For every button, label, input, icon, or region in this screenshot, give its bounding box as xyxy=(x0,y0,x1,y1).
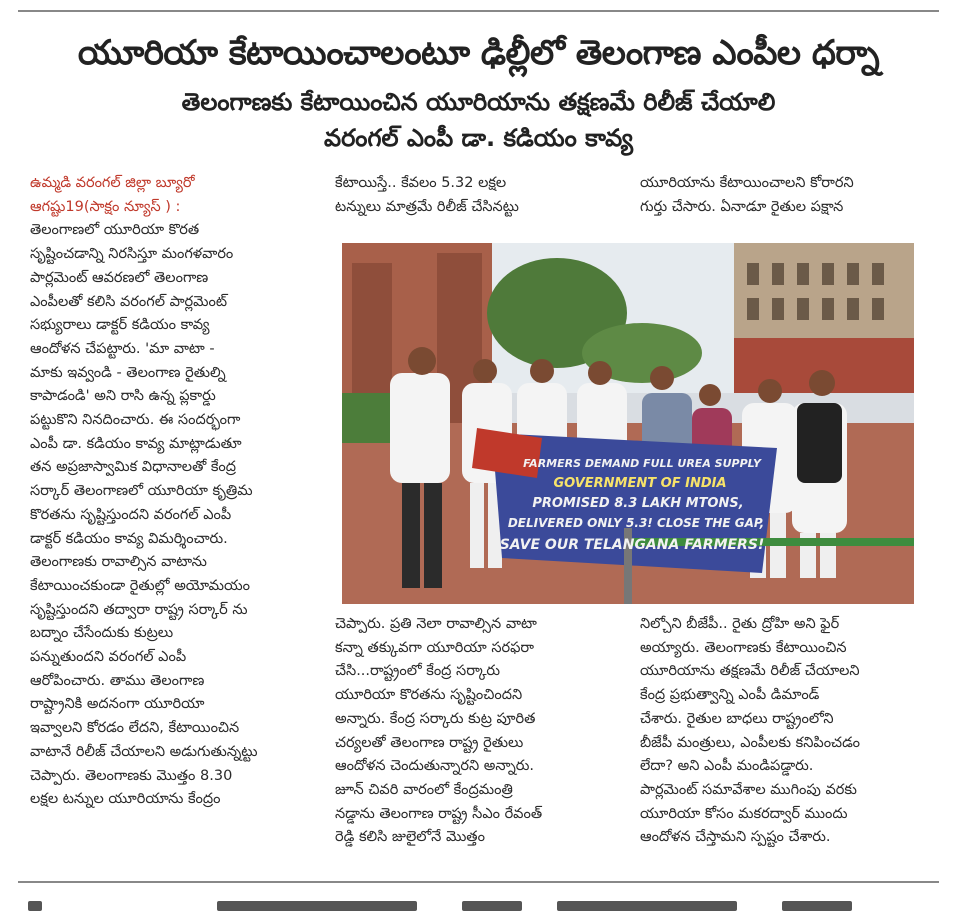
banner-line-5: SAVE OUR TELANGANA FARMERS! xyxy=(499,537,765,553)
article-text-line: యూరియా కొరతను సృష్టించిందని xyxy=(335,687,523,704)
article-text-line: యూరియాను కేటాయించాలని కోరారని xyxy=(640,175,854,191)
article-text-line: చెప్పారు. ప్రతి నెలా రావాల్సిన వాటా xyxy=(335,616,537,632)
article-text-line: చేశారు. రైతుల బాధలు రాష్ట్రంలోని xyxy=(640,710,834,727)
article-text-line: ఆందోళన చేపట్టారు. 'మా వాటా - xyxy=(30,340,215,357)
column-1-body xyxy=(30,219,310,812)
article-text-line: డాక్టర్ కడియం కావ్య విమర్శించారు. xyxy=(30,530,228,547)
article-text-line: యూరియాను తక్షణమే రిలీజ్ చేయాలని xyxy=(640,663,860,680)
article-text-line: బద్నాం చేసేందుకు కుట్రలు xyxy=(30,625,174,642)
article-text-line: తెలంగాణలో యూరియా కొరత xyxy=(30,222,200,239)
article-text-line: బీజేపీ మంత్రులు, ఎంపీలకు కనిపించడం xyxy=(640,734,860,751)
article-text-line: నిల్చోని బీజేపీ.. రైతు ద్రోహి అని ఫైర్ xyxy=(640,616,840,632)
article-subheadline: తెలంగాణకు కేటాయించిన యూరియాను తక్షణమే రిలీజ్ చేయాలి xyxy=(181,88,776,116)
article-headline: యూరియా కేటాయించాలంటూ ఢిల్లీలో తెలంగాణ ఎంపీల ధర్నా xyxy=(77,33,880,73)
banner-line-2: GOVERNMENT OF INDIA xyxy=(553,476,727,491)
dateline-bureau: ఉమ్మడి వరంగల్ జిల్లా బ్యూరో xyxy=(30,175,195,191)
article-text-line: యూరియా కోసం మకరద్వార్ ముందు xyxy=(640,805,848,822)
article-text-line: సృష్టిస్తుందని తద్వారా రాష్ట్ర సర్కార్ ను xyxy=(30,601,248,618)
article-text-line: పన్నుతుందని వరంగల్ ఎంపీ xyxy=(30,649,187,666)
column-3-bottom-body xyxy=(640,613,940,850)
article-text-line: చేసి...రాష్ట్రంలో కేంద్ర సర్కారు xyxy=(335,663,500,680)
protest-photo xyxy=(342,243,914,604)
dateline-date: ఆగష్టు19(సాక్షం న్యూస్ ) : xyxy=(30,198,181,215)
article-text-line: మాకు ఇవ్వండి - తెలంగాణ రైతుల్ని xyxy=(30,364,226,381)
next-headline-strip xyxy=(18,896,939,913)
article-text-line: పట్టుకొని నినదించారు. ఈ సందర్భంగా xyxy=(30,412,241,429)
banner-line-1: FARMERS DEMAND FULL UREA SUPPLY xyxy=(523,457,761,470)
article-text-line: ఆరోపించారు. తాము తెలంగాణ xyxy=(30,672,205,689)
article-text-line: తన అప్రజాస్వామిక విధానాలతో కేంద్ర xyxy=(30,459,237,476)
article-text-line: పార్లమెంట్ సమావేశాల ముగింపు వరకు xyxy=(640,781,857,798)
protest-photo-illustration xyxy=(342,243,914,604)
article-text-line: కేంద్ర ప్రభుత్వాన్ని ఎంపీ డిమాండ్ xyxy=(640,687,820,704)
banner-line-4: DELIVERED ONLY 5.3! CLOSE THE GAP, xyxy=(507,516,765,530)
article-text-line: అయ్యారు. తెలంగాణకు కేటాయించిన xyxy=(640,639,847,656)
article-text-line: నడ్డాను తెలంగాణ రాష్ట్ర సీఎం రేవంత్ xyxy=(335,805,543,822)
article-text-line: అన్నారు. కేంద్ర సర్కారు కుట్ర పూరిత xyxy=(335,710,536,727)
article-text-line: చర్యలతో తెలంగాణ రాష్ట్ర రైతులు xyxy=(335,734,524,751)
article-text-line: టన్నులు మాత్రమే రిలీజ్ చేసినట్టు xyxy=(335,198,519,215)
article-text-line: కన్నా తక్కువగా యూరియా సరఫరా xyxy=(335,639,534,656)
article-text-line: కాపాడండి' అని రాసి ఉన్న ప్లకార్డు xyxy=(30,388,216,405)
article-text-line: రాష్ట్రానికి అదనంగా యూరియా xyxy=(30,696,205,713)
bottom-rule xyxy=(18,881,939,883)
article-text-line: కొరతను సృష్టిస్తుందని వరంగల్ ఎంపీ xyxy=(30,506,232,523)
article-column-3-bottom xyxy=(640,613,940,850)
article-text-line: సభ్యురాలు డాక్టర్ కడియం కావ్య xyxy=(30,317,210,334)
article-column-3-top xyxy=(640,172,940,219)
article-text-line: ఆందోళన చెందుతున్నారని అన్నారు. xyxy=(335,758,535,775)
top-rule xyxy=(18,10,939,12)
article-text-line: చెప్పారు. తెలంగాణకు మొత్తం 8.30 xyxy=(30,767,233,784)
article-text-line: వాటానే రిలీజ్ చేయాలని అడుగుతున్నట్టు xyxy=(30,743,258,760)
banner-line-3: PROMISED 8.3 LAKH MTONS, xyxy=(532,496,744,511)
column-2-bottom-body xyxy=(335,613,625,850)
article-text-line: ఇవ్వాలని కోరడం లేదని, కేటాయించిన xyxy=(30,720,240,737)
article-text-line: జూన్ చివరి వారంలో కేంద్రమంత్రి xyxy=(335,781,513,798)
article-text-line: లక్షల టన్నుల యూరియాను కేంద్రం xyxy=(30,791,221,808)
article-text-line: రెడ్డి కలిసి జులైలోనే మొత్తం xyxy=(335,829,485,846)
article-text-line: సృష్టించడాన్ని నిరసిస్తూ మంగళవారం xyxy=(30,246,234,263)
article-text-line: కేటాయించకుండా రైతుల్లో అయోమయం xyxy=(30,577,250,594)
article-byline-subhead: వరంగల్ ఎంపీ డా. కడియం కావ్య xyxy=(324,124,633,152)
column-3-top-body xyxy=(640,172,940,219)
column-2-top-body xyxy=(335,172,625,219)
article-text-line: కేటాయిస్తే.. కేవలం 5.32 లక్షల xyxy=(335,175,507,191)
article-column-1 xyxy=(30,172,310,812)
article-text-line: లేదా? అని ఎంపీ మండిపడ్డారు. xyxy=(640,758,814,775)
article-text-line: తెలంగాణకు రావాల్సిన వాటాను xyxy=(30,554,207,571)
article-column-2-top xyxy=(335,172,625,219)
article-text-line: పార్లమెంట్ ఆవరణలో తెలంగాణ xyxy=(30,269,209,286)
article-text-line: ఆందోళన చేస్తామని స్పష్టం చేశారు. xyxy=(640,829,831,846)
article-text-line: సర్కార్ తెలంగాణలో యూరియా కృత్రిమ xyxy=(30,483,253,500)
article-text-line: ఎంపీ డా. కడియం కావ్య మాట్లాడుతూ xyxy=(30,435,242,452)
article-text-line: ఎంపీలతో కలిసి వరంగల్ పార్లమెంట్ xyxy=(30,293,228,310)
article-column-2-bottom xyxy=(335,613,625,850)
article-text-line: గుర్తు చేసారు. ఏనాడూ రైతుల పక్షాన xyxy=(640,198,844,215)
